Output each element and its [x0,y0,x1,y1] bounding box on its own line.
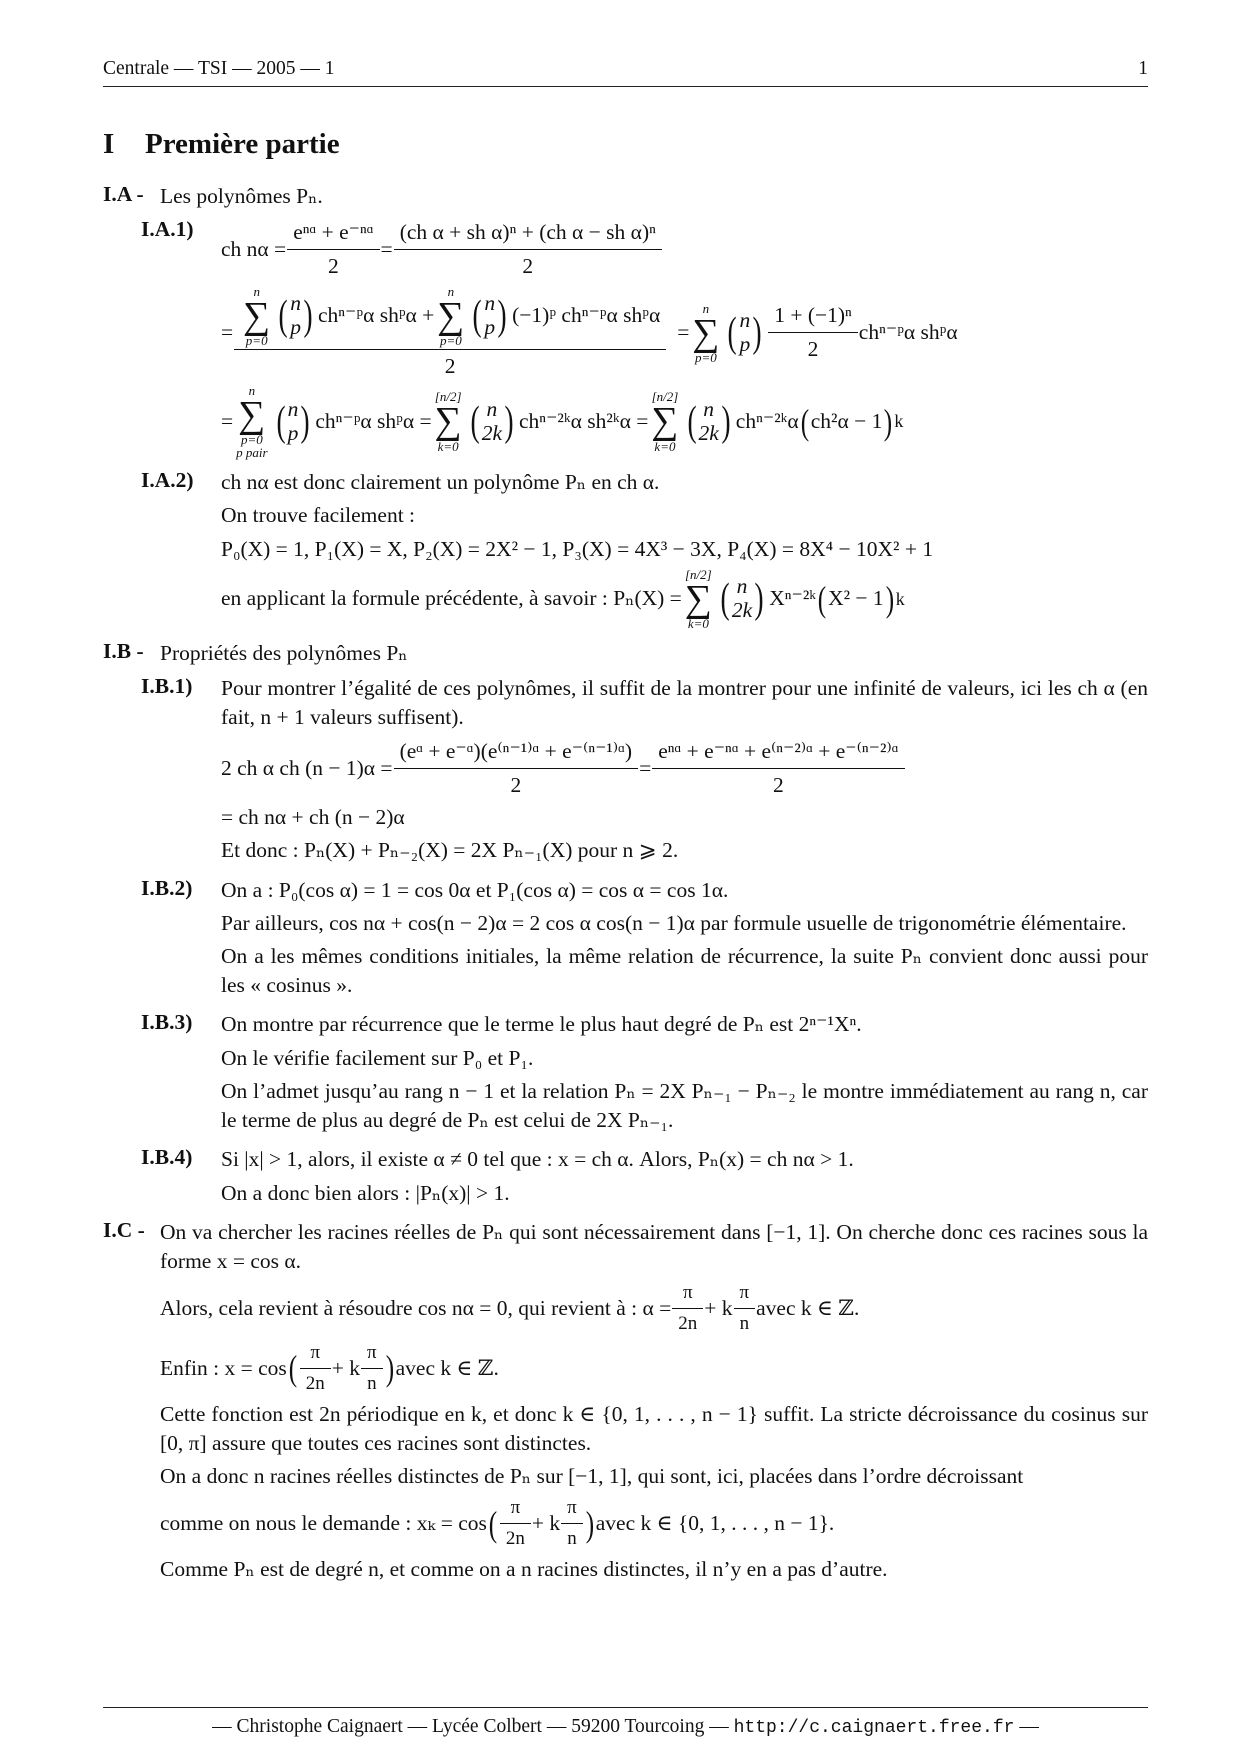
fraction: $\frac{\text{eⁿᵅ + e⁻ⁿᵅ + e⁽ⁿ⁻²⁾ᵅ + e⁻⁽ⁿ⁻²⁾ᵅ}}{2}$ [655,737,901,800]
sum-symbol: n ∑ p=0 p pair [236,382,268,461]
item-IB4: I.B.4) Si |x| > 1, alors, il existe α ≠ 0 tel que : x = ch α. Alors, Pₙ(x) = ch nα > 1. On a donc bien alors : |Pₙ(x)| > 1. [141,1145,854,1205]
fraction: $\frac{\pi}{2n}$ [675,1280,700,1337]
fraction: $\frac{\text{(ch α + sh α)ⁿ + (ch α − sh α)ⁿ}}{2}$ [397,218,659,281]
part-IB-label: I.B - [103,638,144,663]
footer-text: — Christophe Caignaert — Lycée Colbert — 59200 Tourcoing — [212,1716,729,1737]
fraction: $\frac{\text{eⁿᵅ + e⁻ⁿᵅ}}{2}$ [290,218,376,281]
sum-symbol: [n/2] ∑ k=0 [434,389,462,454]
equation-alpha: Alors, cela revient à résoudre cos nα = 0, qui revient à : α = $\frac{\pi}{2n}$ + k $\frac{\pi}{n}$ avec k ∈ ℤ. [160,1280,1148,1337]
part-IC-label: I.C - [103,1217,145,1242]
equation-pn: en applicant la formule précédente, à savoir : Pₙ(X) = [n/2] ∑ k=0 ( n 2k ) Xⁿ⁻²ᵏ ( X² − 1 ) k [221,566,905,631]
binomial: ( n p ) [472,291,507,339]
item-IB3: I.B.3) On montre par récurrence que le terme le plus haut degré de Pₙ est 2ⁿ⁻¹Xⁿ. On le vérifie facilement sur P₀ et P₁. On l’admet jusqu’au rang n − 1 et la relation Pₙ = 2X Pₙ₋₁ − Pₙ₋₂ le montre immédiatement au rang n, car le terme de plus au degré de Pₙ est celui de 2X Pₙ₋₁. [141,1010,1148,1133]
equation-line-3: = n ∑ p=0 p pair ( n p ) chⁿ⁻ᵖα shᵖα = [n/2] ∑ k=0 ( n 2k ) chⁿ⁻²ᵏα sh²ᵏα = [n/2] ∑ k=0 ( n 2k ) chⁿ⁻²ᵏα ( ch²α − 1 ) k [221,382,904,461]
fraction: $\frac{\pi}{2n}$ [503,1495,528,1552]
item-IA1 [141,215,1148,462]
sum-symbol: [n/2] ∑ k=0 [684,566,712,631]
page-number: 1 [1138,58,1148,79]
equation-ch-product: 2 ch α ch (n − 1)α = $\frac{\text{(eᵅ + e⁻ᵅ)(e⁽ⁿ⁻¹⁾ᵅ + e⁻⁽ⁿ⁻¹⁾ᵅ)}}{2}$ = $\frac{\text{eⁿᵅ + e⁻ⁿᵅ + e⁽ⁿ⁻²⁾ᵅ + e⁻⁽ⁿ⁻²⁾ᵅ}}{2}$ [221,737,1148,800]
footer-url[interactable]: http://c.caignaert.free.fr [733,1718,1015,1738]
binomial: ( n 2k ) [720,574,764,622]
sum-symbol: n ∑ p=0 [243,283,271,348]
page-header [103,56,1148,87]
fraction: $\frac{\pi}{n}$ [737,1280,753,1337]
fraction: $\frac{\pi}{n}$ [564,1495,580,1552]
equation-x: Enfin : x = cos ( $\frac{\pi}{2n}$ + k $\frac{\pi}{n}$ ) avec k ∈ ℤ. [160,1340,1148,1397]
document-page [103,56,1148,1706]
binomial: ( n 2k ) [686,396,731,445]
sum-symbol: [n/2] ∑ k=0 [651,389,679,454]
fraction: $\frac{\pi}{n}$ [364,1340,380,1397]
binomial: ( n p ) [276,396,310,445]
item-IA1-label: I.A.1) [141,217,194,242]
part-IA-label: I.A - [103,181,144,206]
footer-end: — [1019,1716,1039,1737]
equation-line-2: = n ∑ p=0 ( n p ) chⁿ⁻ᵖα shᵖα + n ∑ p=0 ( n p ) (−1)ᵖ chⁿ⁻ᵖα shᵖα 2 = n ∑ p=0 ( n p ) $\frac{\text{1 + (−1)ⁿ}}{2}$ chⁿ⁻ᵖα shᵖα [221,285,1148,381]
binomial: ( n 2k ) [470,396,514,445]
part-IB-title: Propriétés des polynômes Pₙ [160,640,408,665]
item-IA2-label: I.A.2) [141,468,194,493]
item-IB1: I.B.1) Pour montrer l’égalité de ces polynômes, il suffit de la montrer pour une infinité de valeurs, ici les ch α (en fait, n + 1 valeurs suffisent). 2 ch α ch (n − 1)α = $\frac{\text{(eᵅ + e⁻ᵅ)(e⁽ⁿ⁻¹⁾ᵅ + e⁻⁽ⁿ⁻¹⁾ᵅ)}}{2}$ = $\frac{\text{eⁿᵅ + e⁻ⁿᵅ + e⁽ⁿ⁻²⁾ᵅ + e⁻⁽ⁿ⁻²⁾ᵅ}}{2}$ = ch nα + ch (n − 2)α Et donc : Pₙ(X) + Pₙ₋₂(X) = 2X Pₙ₋₁(X) pour n ⩾ 2. [141,674,1148,863]
fraction: n ∑ p=0 ( n p ) chⁿ⁻ᵖα shᵖα + n ∑ p=0 ( n p ) (−1)ᵖ chⁿ⁻ᵖα shᵖα 2 [237,285,663,381]
part-IB [103,637,1148,1212]
fraction: $\frac{\pi}{2n}$ [303,1340,328,1397]
item-IA2: I.A.2) ch nα est donc clairement un polynôme Pₙ en ch α. On trouve facilement : P₀(X) = 1, P₁(X) = X, P₂(X) = 2X² − 1, P₃(X) = 4X³ − 3X, P₄(X) = 8X⁴ − 10X² + 1 en applicant la formule précédente, à savoir : Pₙ(X) = [n/2] ∑ k=0 ( n 2k ) Xⁿ⁻²ᵏ ( X² − 1 ) k [141,466,1148,633]
sum-symbol: n ∑ p=0 [692,300,720,365]
fraction: $\frac{\text{1 + (−1)ⁿ}}{2}$ [771,301,855,364]
sum-symbol: n ∑ p=0 [437,283,465,348]
section-name: Première partie [145,127,340,160]
equation-line-1: ch nα = $\frac{\text{eⁿᵅ + e⁻ⁿᵅ}}{2}$ = $\frac{\text{(ch α + sh α)ⁿ + (ch α − sh α)ⁿ}}{2}$ [221,218,1148,281]
item-IB2: I.B.2) On a : P₀(cos α) = 1 = cos 0α et P₁(cos α) = cos α = cos 1α. Par ailleurs, cos nα + cos(n − 2)α = 2 cos α cos(n − 1)α par formule usuelle de trigonométrie élémentaire. On a les mêmes conditions initiales, la même relation de récurrence, la suite Pₙ convient donc aussi pour les « cosinus ». [141,875,1148,998]
part-IA [103,180,1148,633]
page-footer [103,1707,1148,1738]
section-number: I [103,127,115,160]
header-title: Centrale — TSI — 2005 — 1 [103,58,335,79]
section-title [103,125,1148,164]
fraction: $\frac{\text{(eᵅ + e⁻ᵅ)(e⁽ⁿ⁻¹⁾ᵅ + e⁻⁽ⁿ⁻¹⁾ᵅ)}}{2}$ [397,737,636,800]
part-IA-title: Les polynômes Pₙ. [160,183,323,208]
equation-xk: comme on nous le demande : xₖ = cos ( $\frac{\pi}{2n}$ + k $\frac{\pi}{n}$ ) avec k ∈ {0, 1, . . . , n − 1}. [160,1495,1148,1552]
binomial: ( n p ) [278,291,313,339]
part-IC: I.C - On va chercher les racines réelles de Pₙ qui sont nécessairement dans [−1, 1]. On cherche donc ces racines sous la forme x = cos α. Alors, cela revient à résoudre cos nα = 0, qui revient à : α = $\frac{\pi}{2n}$ + k $\frac{\pi}{n}$ avec k ∈ ℤ. Enfin : x = cos ( $\frac{\pi}{2n}$ + k $\frac{\pi}{n}$ ) avec k ∈ ℤ. Cette fonction est 2n périodique en k, et donc k ∈ {0, 1, . . . , n − 1} suffit. La stricte décroissance du cosinus sur [0, π] assure que toutes ces racines sont distinctes. On a donc n racines réelles distinctes de Pₙ sur [−1, 1], qui sont, ici, placées dans l’ordre décroissant comme on nous le demande : xₖ = cos ( $\frac{\pi}{2n}$ + k $\frac{\pi}{n}$ ) avec k ∈ {0, 1, . . . , n − 1}. Comme Pₙ est de degré n, et comme on a n racines distinctes, il n’y en a pas d’autre. [103,1217,1148,1581]
binomial: ( n p ) [727,308,762,356]
